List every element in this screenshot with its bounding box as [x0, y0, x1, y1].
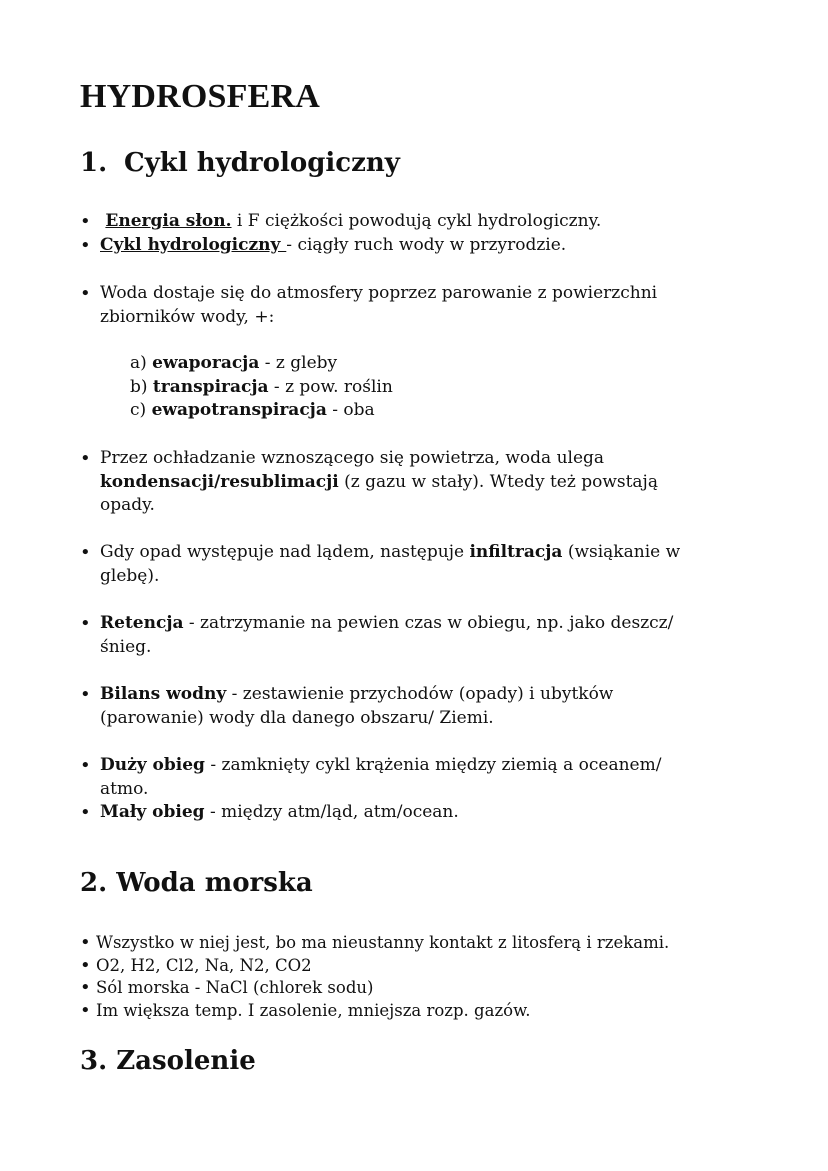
section-1-number: 1. — [80, 148, 108, 178]
item-text: (z gazu w stały). Wtedy też powstają — [338, 471, 658, 492]
item-text: (wsiąkanie w — [562, 542, 681, 562]
list-item: • O2, H2, Cl2, Na, N2, CO2 — [80, 955, 669, 978]
item-marker: b) — [130, 376, 153, 397]
item-text: i F ciężkości powodują cykl hydrologiczny. — [231, 211, 602, 231]
list-item: • Wszystko w niej jest, bo ma nieustanny kontakt z litosferą i rzekami. — [80, 932, 669, 955]
section-1-list-d — [80, 541, 680, 588]
item-text: śnieg. — [100, 636, 152, 657]
list-item — [80, 754, 661, 801]
bold-term: Mały obieg — [100, 802, 205, 822]
item-text: atmo. — [100, 778, 149, 799]
list-item — [80, 447, 658, 518]
section-1-list-f — [80, 683, 613, 730]
item-text: - zamknięty cykl krążenia między ziemią a oceanem/ — [204, 755, 662, 775]
item-text: Gdy opad występuje nad lądem, następuje — [100, 542, 470, 562]
section-2-list — [80, 932, 669, 1022]
list-item — [80, 541, 680, 588]
list-item — [80, 210, 601, 234]
item-text: glebę). — [100, 565, 160, 586]
item-text: Przez ochładzanie wznoszącego się powietrza, woda ulega — [100, 448, 605, 468]
sublist — [130, 352, 393, 423]
bold-term: ewapotranspiracja — [151, 400, 327, 420]
item-marker: a) — [130, 353, 153, 373]
section-1-list-g — [80, 754, 661, 825]
item-text: Woda dostaje się do atmosfery poprzez parowanie z powierzchni — [100, 283, 658, 303]
list-item — [80, 801, 661, 825]
item-text: - z gleby — [259, 353, 338, 373]
item-text: - zestawienie przychodów (opady) i ubytków — [226, 684, 614, 704]
sublist-item — [130, 399, 393, 423]
item-text: (parowanie) wody dla danego obszaru/ Ziemi. — [100, 707, 494, 728]
bold-term: Duży obieg — [100, 755, 205, 775]
section-3-heading: 3. Zasolenie — [80, 1046, 256, 1076]
section-1-title: Cykl hydrologiczny — [124, 148, 400, 178]
item-text: - ciągły ruch wody w przyrodzie. — [286, 234, 567, 255]
item-text: - zatrzymanie na pewien czas w obiegu, np. jako deszcz/ — [183, 613, 674, 633]
section-1-list-c — [80, 447, 658, 518]
section-2-heading: 2. Woda morska — [80, 868, 313, 898]
item-text: - między atm/ląd, atm/ocean. — [204, 802, 459, 822]
bold-term: kondensacji/resublimacji — [100, 471, 339, 492]
item-marker: c) — [130, 400, 152, 420]
sublist-item — [130, 376, 393, 400]
bold-term: Energia słon. — [105, 211, 232, 231]
list-item — [80, 234, 601, 258]
section-1-list-b — [80, 282, 657, 329]
list-item — [80, 683, 613, 730]
item-text: - z pow. roślin — [268, 376, 393, 397]
bold-term: transpiracja — [152, 376, 269, 397]
list-item — [80, 282, 657, 329]
list-item — [80, 612, 673, 659]
item-text: - oba — [326, 400, 375, 420]
section-1-heading — [80, 148, 400, 178]
sublist-item — [130, 352, 393, 376]
list-item: • Sól morska - NaCl (chlorek sodu) — [80, 977, 669, 1000]
bold-term: Retencja — [100, 613, 184, 633]
bold-term: ewaporacja — [152, 353, 260, 373]
item-text: zbiorników wody, +: — [100, 306, 275, 327]
page-title: HYDROSFERA — [80, 78, 321, 115]
section-1-list-a — [80, 210, 601, 257]
section-1-list-e — [80, 612, 673, 659]
bold-term: infiltracja — [469, 542, 563, 562]
item-text: opady. — [100, 495, 155, 515]
bold-term: Bilans wodny — [100, 684, 227, 704]
list-item: • Im większa temp. I zasolenie, mniejsza rozp. gazów. — [80, 1000, 669, 1023]
bold-term: Cykl hydrologiczny — [100, 234, 287, 255]
